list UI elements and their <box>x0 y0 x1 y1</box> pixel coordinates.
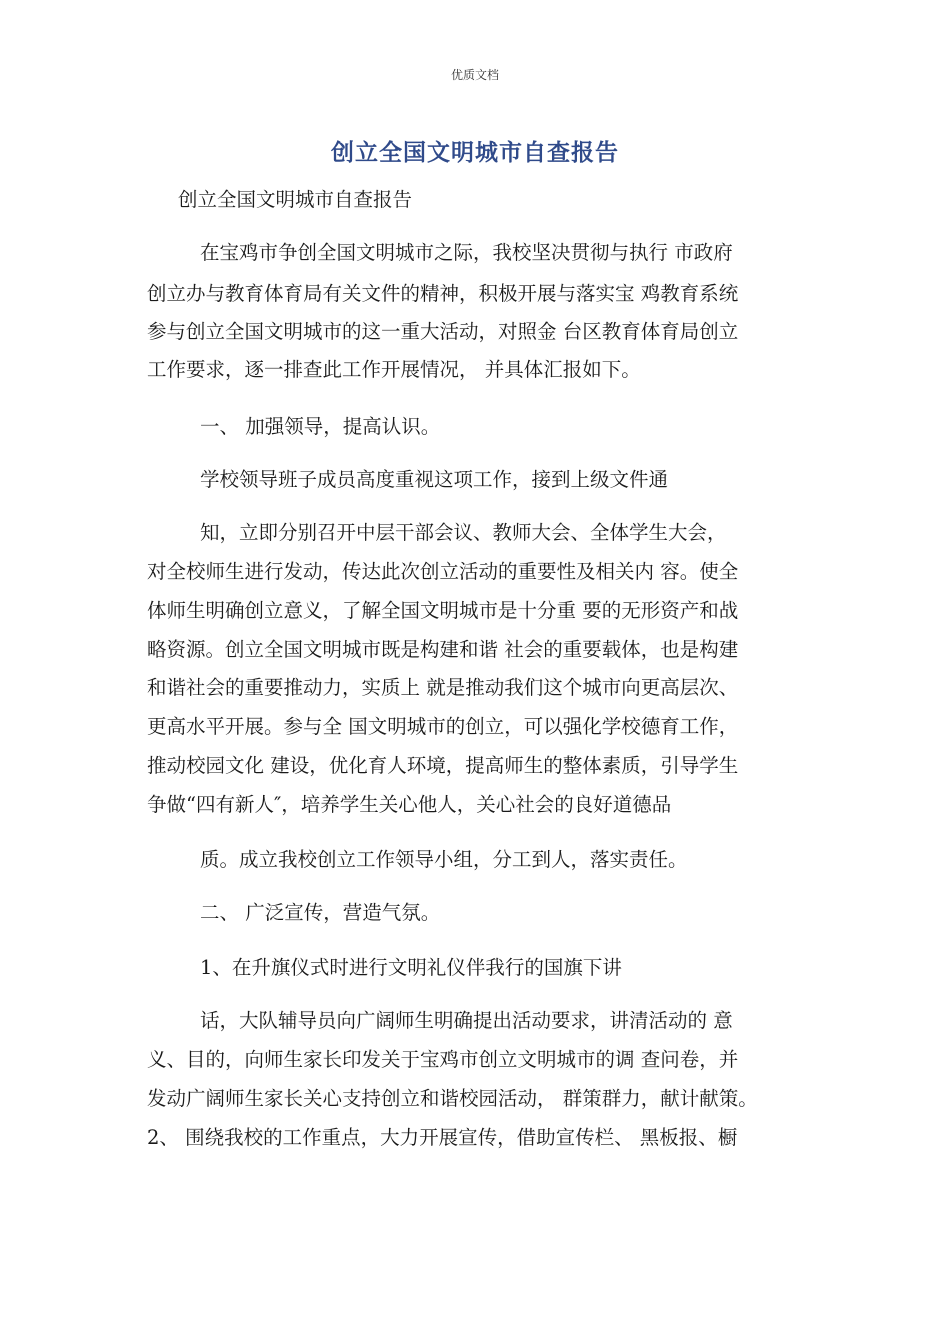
header-mark: 优质文档 <box>450 68 499 82</box>
section-heading: 二、 广泛宣传，营造气氛。 <box>200 901 441 924</box>
paragraph-line: 发动广阔师生家长关心支持创立和谐校园活动， 群策群力，献计献策。 <box>147 1087 758 1110</box>
document-title: 创立全国文明城市自查报告 <box>331 140 619 166</box>
paragraph-line: 推动校园文化 建设，优化育人环境，提高师生的整体素质，引导学生 <box>147 754 739 777</box>
paragraph-line: 义、目的，向师生家长印发关于宝鸡市创立文明城市的调 查问卷，并 <box>147 1048 739 1071</box>
paragraph-line: 和谐社会的重要推动力，实质上 就是推动我们这个城市向更高层次、 <box>147 676 739 699</box>
paragraph-line: 更高水平开展。参与全 国文明城市的创立，可以强化学校德育工作， <box>147 715 739 738</box>
paragraph-line: 参与创立全国文明城市的这一重大活动，对照金 台区教育体育局创立 <box>147 320 739 343</box>
paragraph-line: 知，立即分别召开中层干部会议、教师大会、全体学生大会， <box>200 521 727 544</box>
paragraph-line: 1、在升旗仪式时进行文明礼仪伴我行的国旗下讲 <box>200 956 622 979</box>
paragraph-line: 体师生明确创立意义，了解全国文明城市是十分重 要的无形资产和战 <box>147 599 739 622</box>
paragraph-line: 2、 围绕我校的工作重点，大力开展宣传，借助宣传栏、 黑板报、橱 <box>147 1126 738 1149</box>
paragraph-line: 创立办与教育体育局有关文件的精神，积极开展与落实宝 鸡教育系统 <box>147 282 739 305</box>
paragraph-line: 工作要求，逐一排查此工作开展情况， 并具体汇报如下。 <box>147 358 641 381</box>
paragraph-line: 话，大队辅导员向广阔师生明确提出活动要求，讲清活动的 意 <box>200 1009 733 1032</box>
paragraph-line: 在宝鸡市争创全国文明城市之际，我校坚决贯彻与执行 市政府 <box>200 241 733 264</box>
paragraph-line: 争做“四有新人″，培养学生关心他人，关心社会的良好道德品 <box>147 793 672 816</box>
paragraph-line: 对全校师生进行发动，传达此次创立活动的重要性及相关内 容。使全 <box>147 560 739 583</box>
section-heading: 一、 加强领导，提高认识。 <box>200 415 441 438</box>
paragraph-line: 略资源。创立全国文明城市既是构建和谐 社会的重要载体，也是构建 <box>147 638 739 661</box>
paragraph-line: 质。成立我校创立工作领导小组，分工到人，落实责任。 <box>200 848 688 871</box>
paragraph-line: 学校领导班子成员高度重视这项工作，接到上级文件通 <box>200 468 669 491</box>
subtitle-line: 创立全国文明城市自查报告 <box>178 188 413 211</box>
